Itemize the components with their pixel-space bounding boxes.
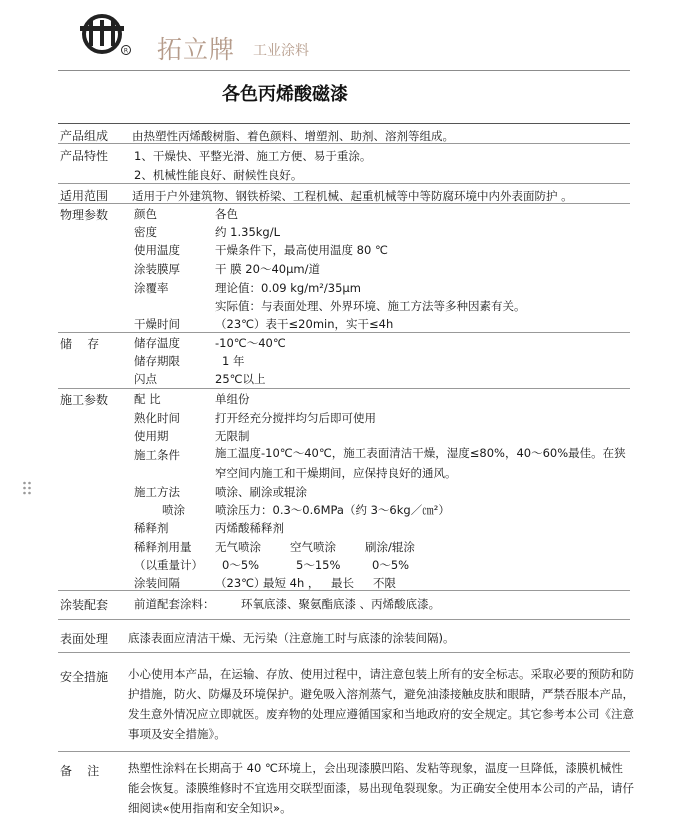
- interval-part: 不限: [373, 576, 396, 590]
- storage-value: 25℃以上: [215, 372, 266, 386]
- interval-label: 涂装间隔: [134, 576, 180, 590]
- thin-value: 0～5%: [222, 558, 260, 572]
- param-key: 涂装膜厚: [134, 262, 180, 276]
- safety-label: 安全措施: [60, 670, 109, 684]
- storage-label: 储 存: [60, 337, 100, 351]
- app-key: 使用期: [134, 429, 169, 443]
- brand-name: 拓立牌: [157, 35, 236, 64]
- divider: [58, 332, 630, 333]
- storage-key: 闪点: [134, 372, 157, 386]
- app-value: 打开经充分搅拌均匀后即可使用: [215, 411, 376, 425]
- app-value: 无限制: [215, 429, 250, 443]
- thin-value: 5～15%: [296, 558, 341, 572]
- thin-header: 无气喷涂: [215, 540, 261, 554]
- thin-header: 空气喷涂: [290, 540, 336, 554]
- registered-mark: R: [123, 47, 129, 55]
- param-key: 密度: [134, 225, 157, 239]
- spray-value: 喷涂压力：0.3～0.6MPa（约 3～6kg／㎝²）: [215, 503, 450, 517]
- physical-label: 物理参数: [60, 208, 109, 222]
- thinner-label: 稀释剂: [134, 521, 169, 535]
- storage-key: 储存温度: [134, 336, 180, 350]
- header-divider: [58, 70, 630, 71]
- app-value: 单组份: [215, 392, 250, 406]
- brand-subtitle: 工业涂料: [253, 43, 309, 59]
- condition-label: 施工条件: [134, 448, 180, 462]
- feature-item: 2、机械性能良好、耐候性良好。: [134, 168, 303, 182]
- thin-value: 0～5%: [372, 558, 410, 572]
- composition-text: 由热塑性丙烯酸树脂、着色颜料、增塑剂、助剂、溶剂等组成。: [132, 129, 454, 143]
- param-value: 实际值：与表面处理、外界环境、施工方法等多种因素有关。: [215, 299, 526, 313]
- param-key: 使用温度: [134, 243, 180, 257]
- coating-prefix: 前道配套涂料：: [134, 597, 215, 611]
- storage-value: -10℃～40℃: [215, 336, 286, 350]
- features-label: 产品特性: [60, 149, 109, 163]
- divider: [58, 123, 630, 124]
- surface-text: 底漆表面应清洁干燥、无污染（注意施工时与底漆的涂装间隔)。: [128, 631, 455, 645]
- thin-amount-label: 稀释剂用量: [134, 540, 192, 554]
- document-title: 各色丙烯酸磁漆: [222, 84, 348, 105]
- app-key: 熟化时间: [134, 411, 180, 425]
- thin-amount-sub: （以重量计）: [134, 558, 203, 572]
- scope-text: 适用于户外建筑物、钢铁桥梁、工程机械、起重机械等中等防腐环境中内外表面防护 。: [132, 189, 573, 203]
- composition-label: 产品组成: [60, 129, 109, 143]
- app-key: 配 比: [134, 392, 161, 406]
- surface-label: 表面处理: [60, 632, 109, 646]
- divider: [58, 652, 630, 653]
- divider: [58, 619, 630, 620]
- interval-part: （23℃）: [215, 576, 266, 590]
- thinner-value: 丙烯酸稀释剂: [215, 521, 284, 535]
- param-value: （23℃）表干≤20min，实干≤4h: [215, 317, 394, 331]
- param-value: 约 1.35kg/L: [215, 225, 281, 239]
- param-value: 理论值：0.09 kg/m²/35μm: [215, 281, 361, 295]
- method-value: 喷涂、刷涂或辊涂: [215, 485, 307, 499]
- interval-part: 最长: [331, 576, 354, 590]
- notes-text: 热塑性涂料在长期高于 40 ℃环境上，会出现漆膜凹陷、发粘等现象，温度一旦降低，漆膜机械性能会恢复。漆膜维修时不宜选用交联型面漆，易出现龟裂现象。为正确安全使用本公司的产品，请仔细阅读«使用指南和安全知识»。: [128, 761, 634, 815]
- feature-item: 1、干燥快、平整光滑、施工方便、易于重涂。: [134, 149, 372, 163]
- spray-label: 喷涂: [162, 503, 185, 517]
- notes-label: 备 注: [60, 764, 100, 778]
- coating-label: 涂装配套: [60, 598, 109, 612]
- application-label: 施工参数: [60, 393, 109, 407]
- condition-text: 施工温度-10℃～40℃，施工表面清洁干燥，湿度≤80%，40～60%最佳。在狭窄空间内施工和干燥期间，应保持良好的通风。: [215, 446, 626, 480]
- param-value: 干 膜 20～40μm/道: [215, 262, 320, 276]
- param-value: 各色: [215, 207, 238, 221]
- drag-handle-icon[interactable]: [22, 480, 32, 496]
- method-label: 施工方法: [134, 485, 180, 499]
- storage-key: 储存期限: [134, 354, 180, 368]
- safety-text: 小心使用本产品，在运输、存放、使用过程中，请注意包装上所有的安全标志。采取必要的预防和防护措施，防火、防爆及环境保护。避免吸入溶剂蒸气，避免油漆接触皮肤和眼睛，严禁吞服本产品，发生意外情况应立即就医。废弃物的处理应遵循国家和当地政府的安全规定。其它参考本公司《注意事项及安全措施》。: [128, 667, 634, 741]
- param-key: 干燥时间: [134, 317, 180, 331]
- param-value: 干燥条件下，最高使用温度 80 ℃: [215, 243, 388, 257]
- thin-header: 刷涂/辊涂: [365, 540, 415, 554]
- param-key: 涂覆率: [134, 281, 169, 295]
- coating-text: 环氧底漆、聚氨酯底漆 、丙烯酸底漆。: [241, 597, 441, 611]
- param-key: 颜色: [134, 207, 157, 221]
- interval-part: 最短 4h ，: [263, 576, 320, 590]
- storage-value: 1 年: [222, 354, 245, 368]
- divider: [58, 388, 630, 389]
- divider: [58, 751, 630, 752]
- company-logo: [80, 12, 132, 58]
- scope-label: 适用范围: [60, 189, 109, 203]
- divider: [58, 183, 630, 184]
